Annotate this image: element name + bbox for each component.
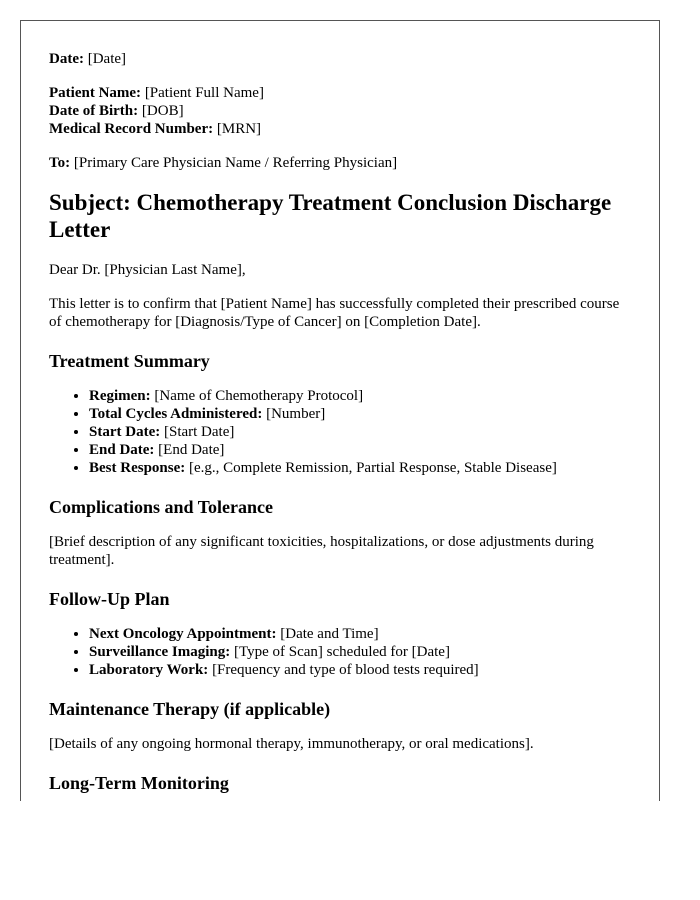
list-item bbox=[89, 387, 631, 405]
complications-heading: Complications and Tolerance bbox=[49, 497, 274, 517]
date-line bbox=[49, 50, 631, 68]
follow-up-list bbox=[49, 625, 631, 679]
dob-value: [DOB] bbox=[141, 103, 184, 119]
list-item bbox=[89, 405, 631, 423]
patient-name-line bbox=[49, 84, 631, 102]
item-value: [Type of Scan] scheduled for [Date] bbox=[234, 644, 450, 660]
list-item bbox=[89, 441, 631, 459]
item-value: [Number] bbox=[266, 406, 326, 422]
intro-paragraph: This letter is to confirm that [Patient Name] has successfully completed their prescribed course of chemotherapy for [Diagnosis/Type of Cancer] on [Completion Date]. bbox=[49, 296, 620, 330]
subject-heading: Subject: Chemotherapy Treatment Conclusion Discharge Letter bbox=[49, 190, 612, 242]
maintenance-heading: Maintenance Therapy (if applicable) bbox=[49, 699, 331, 719]
salutation: Dear Dr. [Physician Last Name], bbox=[49, 262, 246, 278]
item-value: [Name of Chemotherapy Protocol] bbox=[154, 388, 364, 404]
dob-label: Date of Birth: bbox=[49, 103, 139, 119]
item-label: Total Cycles Administered: bbox=[89, 406, 263, 422]
item-value: [End Date] bbox=[158, 442, 225, 458]
item-label: Best Response: bbox=[89, 460, 186, 476]
letter-page bbox=[20, 20, 660, 801]
item-value: [Frequency and type of blood tests required] bbox=[212, 662, 479, 678]
item-label: Surveillance Imaging: bbox=[89, 644, 231, 660]
dob-line bbox=[49, 102, 631, 120]
item-label: Laboratory Work: bbox=[89, 662, 209, 678]
follow-up-heading: Follow-Up Plan bbox=[49, 589, 170, 609]
date-value: [Date] bbox=[87, 51, 127, 67]
long-term-heading: Long-Term Monitoring bbox=[49, 773, 229, 793]
list-item bbox=[89, 459, 631, 477]
complications-text: [Brief description of any significant toxicities, hospitalizations, or dose adjustments during treatment]. bbox=[49, 534, 594, 568]
item-label: Next Oncology Appointment: bbox=[89, 626, 277, 642]
to-label: To: bbox=[49, 155, 71, 171]
patient-name-value: [Patient Full Name] bbox=[144, 85, 264, 101]
treatment-summary-list bbox=[49, 387, 631, 477]
patient-name-label: Patient Name: bbox=[49, 85, 142, 101]
item-label: Start Date: bbox=[89, 424, 161, 440]
mrn-label: Medical Record Number: bbox=[49, 121, 214, 137]
to-line bbox=[49, 154, 631, 172]
maintenance-text: [Details of any ongoing hormonal therapy, immunotherapy, or oral medications]. bbox=[49, 736, 534, 752]
mrn-value: [MRN] bbox=[216, 121, 262, 137]
item-value: [Date and Time] bbox=[280, 626, 379, 642]
mrn-line bbox=[49, 120, 631, 138]
list-item bbox=[89, 423, 631, 441]
treatment-summary-heading: Treatment Summary bbox=[49, 351, 210, 371]
list-item bbox=[89, 661, 631, 679]
item-value: [Start Date] bbox=[163, 424, 235, 440]
item-label: Regimen: bbox=[89, 388, 151, 404]
to-value: [Primary Care Physician Name / Referring Physician] bbox=[73, 155, 398, 171]
item-label: End Date: bbox=[89, 442, 155, 458]
item-value: [e.g., Complete Remission, Partial Response, Stable Disease] bbox=[189, 460, 557, 476]
date-label: Date: bbox=[49, 51, 84, 67]
list-item bbox=[89, 643, 631, 661]
list-item bbox=[89, 625, 631, 643]
